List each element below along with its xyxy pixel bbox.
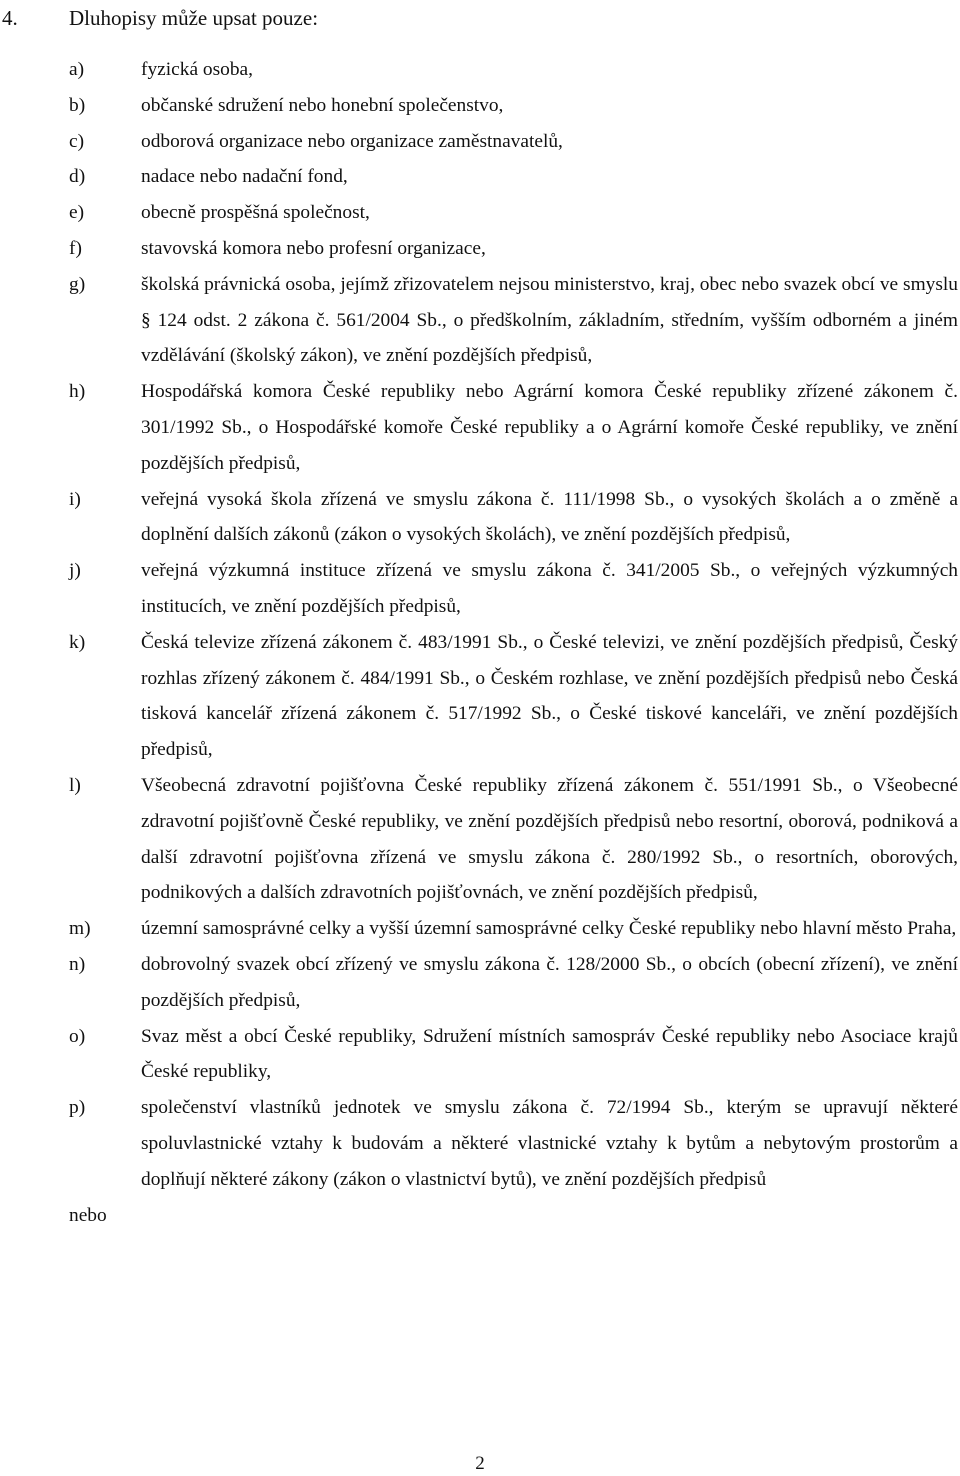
list-item-text: školská právnická osoba, jejímž zřizovatelem nejsou ministerstvo, kraj, obec nebo svazek obcí ve smyslu § 124 odst. 2 zákona č. 561/2004 Sb., o předškolním, základním, středním, vyšším odborném a jiném vzdělávání (školský zákon), ve znění pozdějších předpisů, bbox=[141, 273, 958, 367]
list-item-b bbox=[0, 88, 960, 124]
list-item-label: p) bbox=[69, 1097, 86, 1119]
list-item-label: a) bbox=[69, 59, 85, 80]
list-item-text: nadace nebo nadační fond, bbox=[141, 166, 348, 188]
list-item-label: h) bbox=[69, 381, 86, 403]
list-item-label: n) bbox=[69, 953, 86, 975]
list-item-text: fyzická osoba, bbox=[141, 59, 253, 80]
list-item-text: společenství vlastníků jednotek ve smyslu zákona č. 72/1994 Sb., kterým se upravují některé spoluvlastnické vztahy k budovám a některé vlastnické vztahy k bytům a nebytovým prostorům a doplňují některé zákony (zákon o vlastnictví bytů), ve znění pozdějších předpisů bbox=[141, 1097, 958, 1190]
list-item-g bbox=[0, 267, 960, 374]
list-item-label: l) bbox=[69, 774, 81, 796]
section-number: 4. bbox=[2, 6, 18, 30]
list-item-label: k) bbox=[69, 631, 86, 653]
list-item-label: m) bbox=[69, 918, 91, 940]
list-item-text: veřejná výzkumná instituce zřízená ve smyslu zákona č. 341/2005 Sb., o veřejných výzkumných institucích, ve znění pozdějších předpisů, bbox=[141, 560, 958, 617]
list-item-text: stavovská komora nebo profesní organizace, bbox=[141, 237, 486, 259]
list-item-text: obecně prospěšná společnost, bbox=[141, 202, 370, 224]
list-item-text: Všeobecná zdravotní pojišťovna České republiky zřízená zákonem č. 551/1991 Sb., o Všeobecné zdravotní pojišťovně České republiky, ve znění pozdějších předpisů nebo resortní, oborová, podniková a další zdravotní pojišťovna zřízená ve smyslu zákona č. 280/1992 Sb., o resortních, oborových, podnikových a dalších zdravotních pojišťovnách, ve znění pozdějších předpisů, bbox=[141, 774, 958, 904]
list-item-text: veřejná vysoká škola zřízená ve smyslu zákona č. 111/1998 Sb., o vysokých školách a o změně a doplnění dalších zákonů (zákon o vysokých školách), ve znění pozdějších předpisů, bbox=[141, 488, 958, 546]
list-item-a bbox=[0, 52, 960, 88]
list-item-text: Hospodářská komora České republiky nebo Agrární komora České republiky zřízené zákonem č. 301/1992 Sb., o Hospodářské komoře České republiky a o Agrární komoře České republiky, ve znění pozdějších předpisů, bbox=[141, 381, 958, 474]
page-number: 2 bbox=[475, 1453, 485, 1474]
list-item-k bbox=[0, 625, 960, 768]
list-item-label: g) bbox=[69, 273, 86, 295]
list-item-o bbox=[0, 1019, 960, 1091]
list-item-e bbox=[0, 195, 960, 231]
list-item-label: e) bbox=[69, 202, 85, 224]
list-item-text: odborová organizace nebo organizace zaměstnavatelů, bbox=[141, 130, 563, 152]
list-item-j bbox=[0, 553, 960, 625]
list-item-text: Česká televize zřízená zákonem č. 483/1991 Sb., o České televizi, ve znění pozdějších předpisů, Český rozhlas zřízený zákonem č. 484/1991 Sb., o Českém rozhlase, ve znění pozdějších předpisů nebo Česká tisková kancelář zřízená zákonem č. 517/1992 Sb., o České tiskové kanceláři, ve znění pozdějších předpisů, bbox=[141, 631, 958, 761]
list-item-text: územní samosprávné celky a vyšší územní samosprávné celky České republiky nebo hlavní město Praha, bbox=[141, 918, 957, 940]
list-item-h bbox=[0, 374, 960, 481]
list-item-text: občanské sdružení nebo honební společenstvo, bbox=[141, 94, 504, 116]
list-item-i bbox=[0, 482, 960, 554]
list-item-label: b) bbox=[69, 94, 86, 116]
list-item-f bbox=[0, 231, 960, 267]
list-item-text: Svaz měst a obcí České republiky, Sdružení místních samospráv České republiky nebo Asociace krajů České republiky, bbox=[141, 1025, 958, 1083]
list-item-label: j) bbox=[69, 560, 81, 582]
list-item-p bbox=[0, 1090, 960, 1197]
section-title: Dluhopisy může upsat pouze: bbox=[69, 6, 319, 30]
list-item-text: dobrovolný svazek obcí zřízený ve smyslu zákona č. 128/2000 Sb., o obcích (obecní zřízení), ve znění pozdějších předpisů, bbox=[141, 953, 958, 1011]
trailing-conjunction: nebo bbox=[69, 1204, 107, 1226]
list-item-d bbox=[0, 159, 960, 195]
list-item-l bbox=[0, 768, 960, 911]
list-item-label: c) bbox=[69, 130, 85, 152]
eligible-subscribers-list bbox=[0, 52, 960, 1233]
list-item-label: i) bbox=[69, 488, 81, 510]
list-item-label: o) bbox=[69, 1025, 86, 1047]
list-item-label: f) bbox=[69, 237, 82, 259]
list-item-label: d) bbox=[69, 166, 86, 188]
list-item-c bbox=[0, 124, 960, 160]
list-item-n bbox=[0, 947, 960, 1019]
list-item-m bbox=[0, 911, 960, 947]
